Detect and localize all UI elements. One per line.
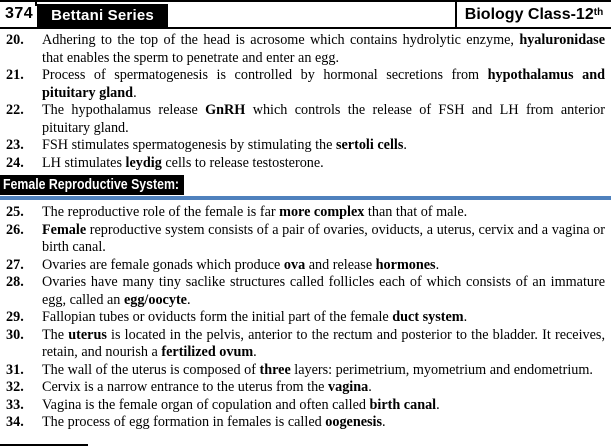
- item-number: 24.: [6, 154, 24, 171]
- male-reproductive-points-list: [0, 32, 611, 172]
- subject-title: Biology Class-12: [464, 5, 594, 23]
- item-text: Ovaries are female gonads which produce ova and release hormones.: [42, 256, 440, 273]
- list-item: [0, 67, 611, 102]
- list-item: [0, 32, 611, 67]
- item-text: The process of egg formation in females is called oogenesis.: [42, 414, 386, 430]
- item-number: 31.: [6, 361, 24, 378]
- item-text: The hypothalamus release GnRH which controls the release of FSH and LH from anterior pituitary gland.: [42, 102, 605, 136]
- female-reproductive-points-list: [0, 204, 611, 432]
- list-item: [0, 362, 611, 380]
- item-number: 34.: [6, 414, 24, 430]
- item-text: Cervix is a narrow entrance to the uterus from the vagina.: [42, 379, 372, 395]
- list-item: [0, 222, 611, 257]
- item-number: 30.: [6, 326, 24, 343]
- list-item: [0, 155, 611, 173]
- item-number: 32.: [6, 379, 24, 395]
- item-number: 23.: [6, 137, 24, 153]
- item-text: Fallopian tubes or oviducts form the initial part of the female duct system.: [42, 309, 468, 325]
- item-number: 28.: [6, 274, 24, 290]
- item-number: 29.: [6, 309, 24, 325]
- item-number: 26.: [6, 221, 24, 238]
- list-item: [0, 137, 611, 155]
- item-text: Process of spermatogenesis is controlled by hormonal secretions from hypothalamus and pituitary gland.: [42, 67, 605, 101]
- list-item: [0, 309, 611, 327]
- item-text: Adhering to the top of the head is acrosome which contains hydrolytic enzyme, hyaluronidase that enables the sperm to penetrate and enter an egg.: [42, 32, 605, 66]
- list-item: [0, 274, 611, 309]
- subject-title-box: [455, 2, 611, 27]
- item-text: Ovaries have many tiny saclike structures called follicles each of which consists of an immature egg, called an egg/oocyte.: [42, 274, 605, 308]
- item-number: 27.: [6, 256, 24, 273]
- item-text: The uterus is located in the pelvis, anterior to the rectum and posterior to the bladder. It receives, retain, and nourish a fertilized ovum.: [42, 326, 605, 360]
- item-number: 33.: [6, 396, 24, 413]
- list-item: [0, 257, 611, 275]
- item-text: Female reproductive system consists of a pair of ovaries, oviducts, a uterus, cervix and a vagina or birth canal.: [42, 221, 605, 255]
- page-header: [0, 0, 611, 29]
- section-banner-title: Female Reproductive System:: [3, 177, 180, 193]
- item-number: 20.: [6, 32, 24, 48]
- item-text: FSH stimulates spermatogenesis by stimulating the sertoli cells.: [42, 137, 407, 153]
- list-item: [0, 397, 611, 415]
- section-divider-line: [0, 196, 611, 200]
- section-banner: [0, 175, 184, 195]
- list-item: [0, 379, 611, 397]
- page-body: [0, 29, 611, 432]
- page-number: 374: [5, 5, 34, 22]
- list-item: [0, 327, 611, 362]
- item-text: LH stimulates leydig cells to release testosterone.: [42, 154, 324, 171]
- item-text: The reproductive role of the female is far more complex than that of male.: [42, 204, 468, 220]
- list-item: [0, 102, 611, 137]
- section-banner-row: [0, 175, 611, 200]
- subject-title-superscript: th: [593, 6, 604, 18]
- item-text: The wall of the uterus is composed of three layers: perimetrium, myometrium and endometrium.: [42, 361, 593, 378]
- item-number: 25.: [6, 204, 24, 220]
- list-item: [0, 414, 611, 432]
- item-number: 21.: [6, 67, 24, 83]
- series-badge: Bettani Series: [37, 4, 168, 27]
- list-item: [0, 204, 611, 222]
- item-text: Vagina is the female organ of copulation and often called birth canal.: [42, 396, 440, 413]
- item-number: 22.: [6, 102, 24, 118]
- bottom-border-line: [0, 444, 88, 446]
